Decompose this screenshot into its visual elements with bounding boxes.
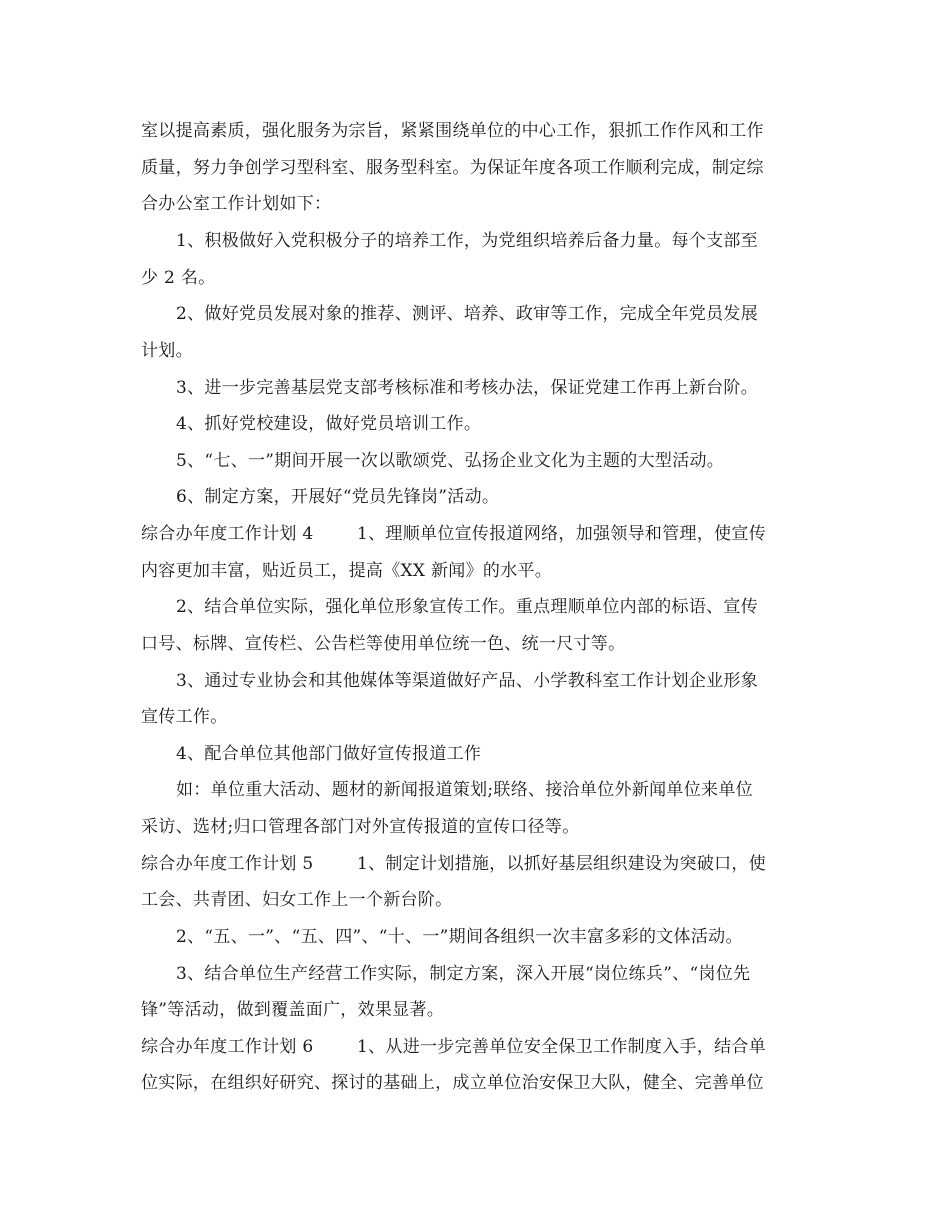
body-line: 口号、标牌、宣传栏、公告栏等使用单位统一色、统一尺寸等。: [141, 634, 626, 654]
body-line: 室以提高素质，强化服务为宗旨，紧紧围绕单位的中心工作，狠抓工作作风和工作: [141, 121, 764, 141]
list-item: 4、抓好党校建设，做好党员培训工作。: [176, 414, 482, 434]
section-header-line: [141, 522, 766, 546]
body-line: 采访、选材;归口管理各部门对外宣传报道的宣传口径等。: [141, 817, 580, 837]
body-line: 工会、共青团、妇女工作上一个新台阶。: [141, 890, 453, 910]
body-line: 锋”等活动，做到覆盖面广，效果显著。: [141, 1000, 445, 1020]
list-item-text: 1、制定计划措施，以抓好基层组织建设为突破口，使: [357, 854, 767, 874]
list-item: 1、积极做好入党积极分子的培养工作，为党组织培养后备力量。每个支部至: [176, 231, 759, 251]
list-item-text: 1、从进一步完善单位安全保卫工作制度入手，结合单: [357, 1037, 767, 1057]
list-item: 3、结合单位生产经营工作实际，制定方案，深入开展“岗位练兵”、“岗位先: [176, 964, 751, 984]
list-item-text: 1、理顺单位宣传报道网络，加强领导和管理，使宣传: [357, 524, 767, 544]
list-item: 5、“七、一”期间开展一次以歌颂党、弘扬企业文化为主题的大型活动。: [176, 451, 725, 471]
section-title: 综合办年度工作计划 6: [141, 1037, 314, 1057]
body-line: 合办公室工作计划如下：: [141, 194, 332, 214]
list-item: 4、配合单位其他部门做好宣传报道工作: [176, 744, 482, 764]
body-line: 宣传工作。: [141, 707, 228, 727]
body-line: 质量，努力争创学习型科室、服务型科室。为保证年度各项工作顺利完成，制定综: [141, 158, 764, 178]
list-item: 2、“五、一”、“五、四”、“十、一”期间各组织一次丰富多彩的文体活动。: [176, 927, 743, 947]
body-line: 如：单位重大活动、题材的新闻报道策划;联络、接洽单位外新闻单位来单位: [176, 780, 753, 800]
list-item: 3、进一步完善基层党支部考核标准和考核办法，保证党建工作再上新台阶。: [176, 378, 759, 398]
section-title: 综合办年度工作计划 4: [141, 524, 314, 544]
list-item: 6、制定方案，开展好“党员先锋岗”活动。: [176, 487, 500, 507]
list-item: 3、通过专业协会和其他媒体等渠道做好产品、小学教科室工作计划企业形象: [176, 671, 759, 691]
body-line: 位实际，在组织好研究、探讨的基础上，成立单位治安保卫大队，健全、完善单位: [141, 1073, 764, 1093]
section-title: 综合办年度工作计划 5: [141, 854, 314, 874]
body-line: 计划。: [141, 341, 193, 361]
list-item: 2、结合单位实际，强化单位形象宣传工作。重点理顺单位内部的标语、宣传: [176, 597, 759, 617]
body-line: 内容更加丰富，贴近员工，提高《XX 新闻》的水平。: [141, 561, 553, 581]
list-item: 2、做好党员发展对象的推荐、测评、培养、政审等工作，完成全年党员发展: [176, 304, 759, 324]
body-line: 少 2 名。: [141, 268, 216, 288]
section-header-line: [141, 852, 766, 876]
section-header-line: [141, 1035, 766, 1059]
